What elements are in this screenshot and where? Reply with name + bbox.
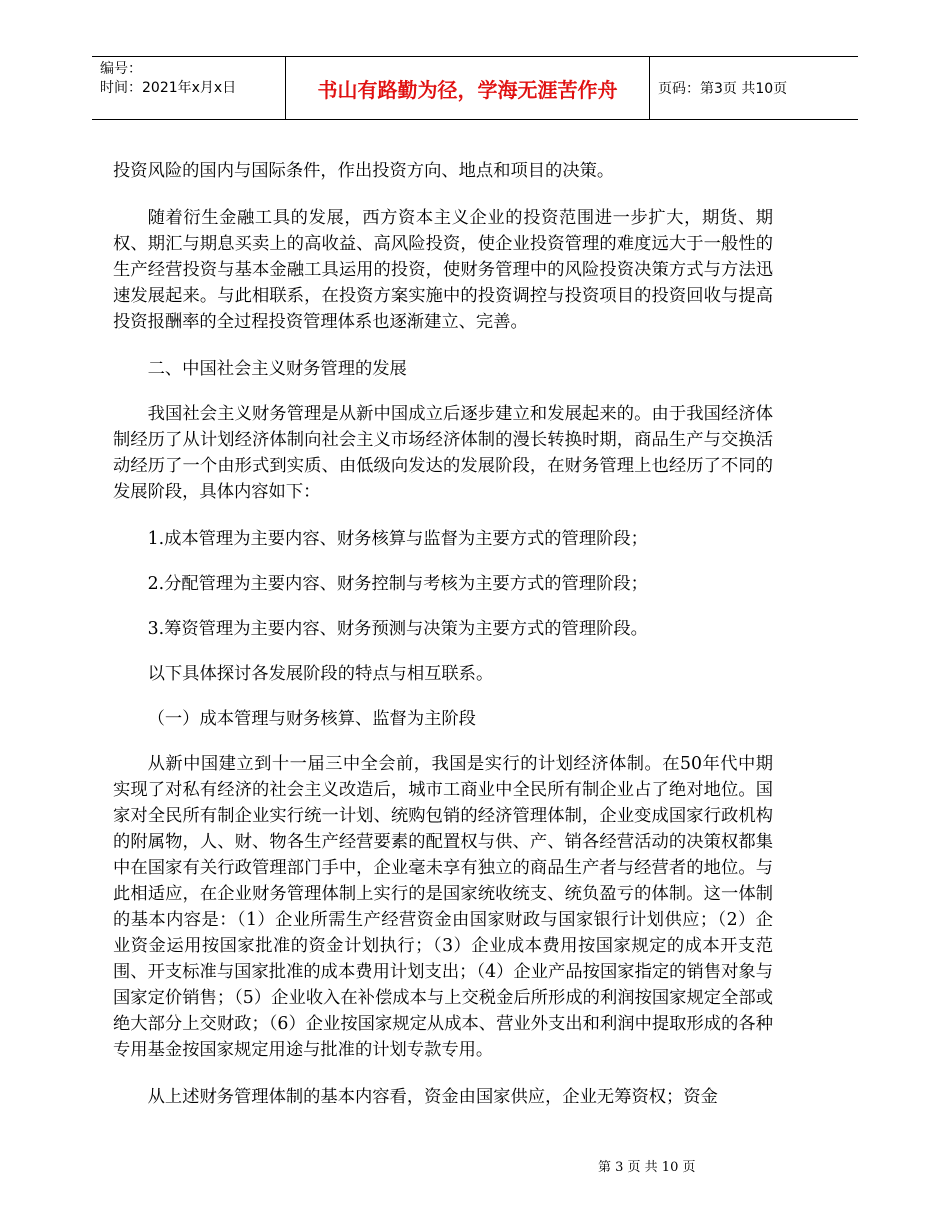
list-item: 1.成本管理为主要内容、财务核算与监督为主要方式的管理阶段； [147,529,648,549]
paragraph-continuation: 投资风险的国内与国际条件，作出投资方向、地点和项目的决策。 [113,161,615,181]
list-item: 2.分配管理为主要内容、财务控制与考核为主要方式的管理阶段； [147,574,648,594]
header-motto: 书山有路勤为径，学海无涯苦作舟 [285,57,650,119]
paragraph: 从新中国建立到十一届三中全会前，我国是实行的计划经济体制。在50年代中期实现了对私有经济的社会主义改造后，城市工商业中全民所有制企业占了绝对地位。国家对全民所有制企业实行统一计划、统购包销的经济管理体制，企业变成国家行政机构的附属物，人、财、物各生产经营要素的配置权与供、产、销各经营活动的决策权都集中在国家有关行政管理部门手中，企业毫未享有独立的商品生产者与经营者的地位。与此相适应，在企业财务管理体制上实行的是国家统收统支、统负盈亏的体制。这一体制的基本内容是：（1）企业所需生产经营资金由国家财政与国家银行计划供应；（2）企业资金运用按国家批准的资金计划执行；（3）企业成本费用按国家规定的成本开支范围、开支标准与国家批准的成本费用计划支出；（4）企业产品按国家指定的销售对象与国家定价销售；（5）企业收入在补偿成本与上交税金后所形成的利润按国家规定全部或绝大部分上交财政；（6）企业按国家规定从成本、营业外支出和利润中提取形成的各种专用基金按国家规定用途与批准的计划专款专用。 [113,754,773,1060]
subsection-heading: （一）成本管理与财务核算、监督为主阶段 [147,709,476,729]
paragraph: 随着衍生金融工具的发展，西方资本主义企业的投资范围进一步扩大，期货、期权、期汇与期息买卖上的高收益、高风险投资，使企业投资管理的难度远大于一般性的生产经营投资与基本金融工具运用的投资，使财务管理中的风险投资决策方式与方法迅速发展起来。与此相联系，在投资方案实施中的投资调控与投资项目的投资回收与提高投资报酬率的全过程投资管理体系也逐渐建立、完善。 [113,208,773,332]
paragraph: 以下具体探讨各发展阶段的特点与相互联系。 [147,664,494,684]
document-number-label: 编号： [100,61,142,77]
document-body [113,158,773,1131]
page-footer: 第 3 页 共 10 页 [598,1160,696,1175]
paragraph: 我国社会主义财务管理是从新中国成立后逐步建立和发展起来的。由于我国经济体制经历了从计划经济体制向社会主义市场经济体制的漫长转换时期，商品生产与交换活动经历了一个由形式到实质、由低级向发达的发展阶段，在财务管理上也经历了不同的发展阶段，具体内容如下： [113,404,773,502]
page-header [92,56,858,120]
section-heading: 二、中国社会主义财务管理的发展 [147,359,407,379]
header-page-label: 页码：第3页 共10页 [658,81,788,97]
paragraph: 从上述财务管理体制的基本内容看，资金由国家供应，企业无筹资权；资金 [147,1087,718,1107]
document-time-label: 时间：2021年x月x日 [100,80,237,96]
header-meta [100,60,285,98]
list-item: 3.筹资管理为主要内容、财务预测与决策为主要方式的管理阶段。 [147,619,648,639]
